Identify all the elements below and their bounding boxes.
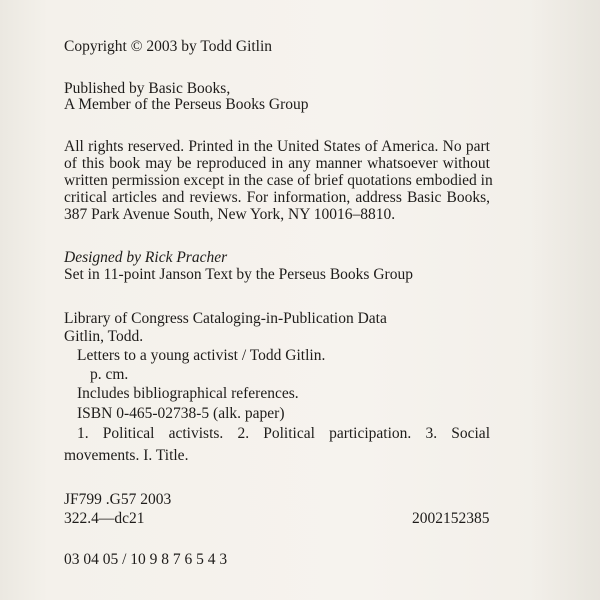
publisher-line-2: A Member of the Perseus Books Group (64, 96, 309, 113)
dewey-number: 322.4—dc21 (64, 510, 145, 527)
cip-isbn: ISBN 0-465-02738-5 (alk. paper) (77, 405, 285, 422)
rights-line-4: critical articles and reviews. For information, address Basic Books, (64, 189, 490, 206)
cip-author: Gitlin, Todd. (64, 328, 144, 345)
typeset-credit: Set in 11-point Janson Text by the Perseus Books Group (64, 266, 413, 283)
rights-line-2: of this book may be reproduced in any manner whatsoever without (64, 155, 490, 172)
designer-credit: Designed by Rick Pracher (64, 249, 228, 266)
cip-pages: p. cm. (90, 366, 129, 383)
publisher-line-1: Published by Basic Books, (64, 80, 231, 97)
rights-line-3: written permission except in the case of brief quotations embodied in (64, 172, 493, 189)
cip-title: Letters to a young activist / Todd Gitlin. (77, 347, 326, 364)
lc-call-number: JF799 .G57 2003 (64, 491, 172, 508)
page-gutter-shadow (530, 0, 600, 600)
rights-line-5: 387 Park Avenue South, New York, NY 10016–8810. (64, 206, 396, 223)
cip-heading: Library of Congress Cataloging-in-Publication Data (64, 310, 387, 327)
control-number: 2002152385 (412, 510, 490, 527)
printing-line: 03 04 05 / 10 9 8 7 6 5 4 3 (64, 551, 228, 568)
cip-subjects-line-2: movements. I. Title. (64, 447, 189, 464)
cip-subjects-line-1: 1. Political activists. 2. Political participation. 3. Social (77, 425, 490, 442)
copyright-line: Copyright © 2003 by Todd Gitlin (64, 38, 273, 55)
rights-line-1: All rights reserved. Printed in the United States of America. No part (64, 138, 490, 155)
cip-bibliography: Includes bibliographical references. (77, 385, 299, 402)
